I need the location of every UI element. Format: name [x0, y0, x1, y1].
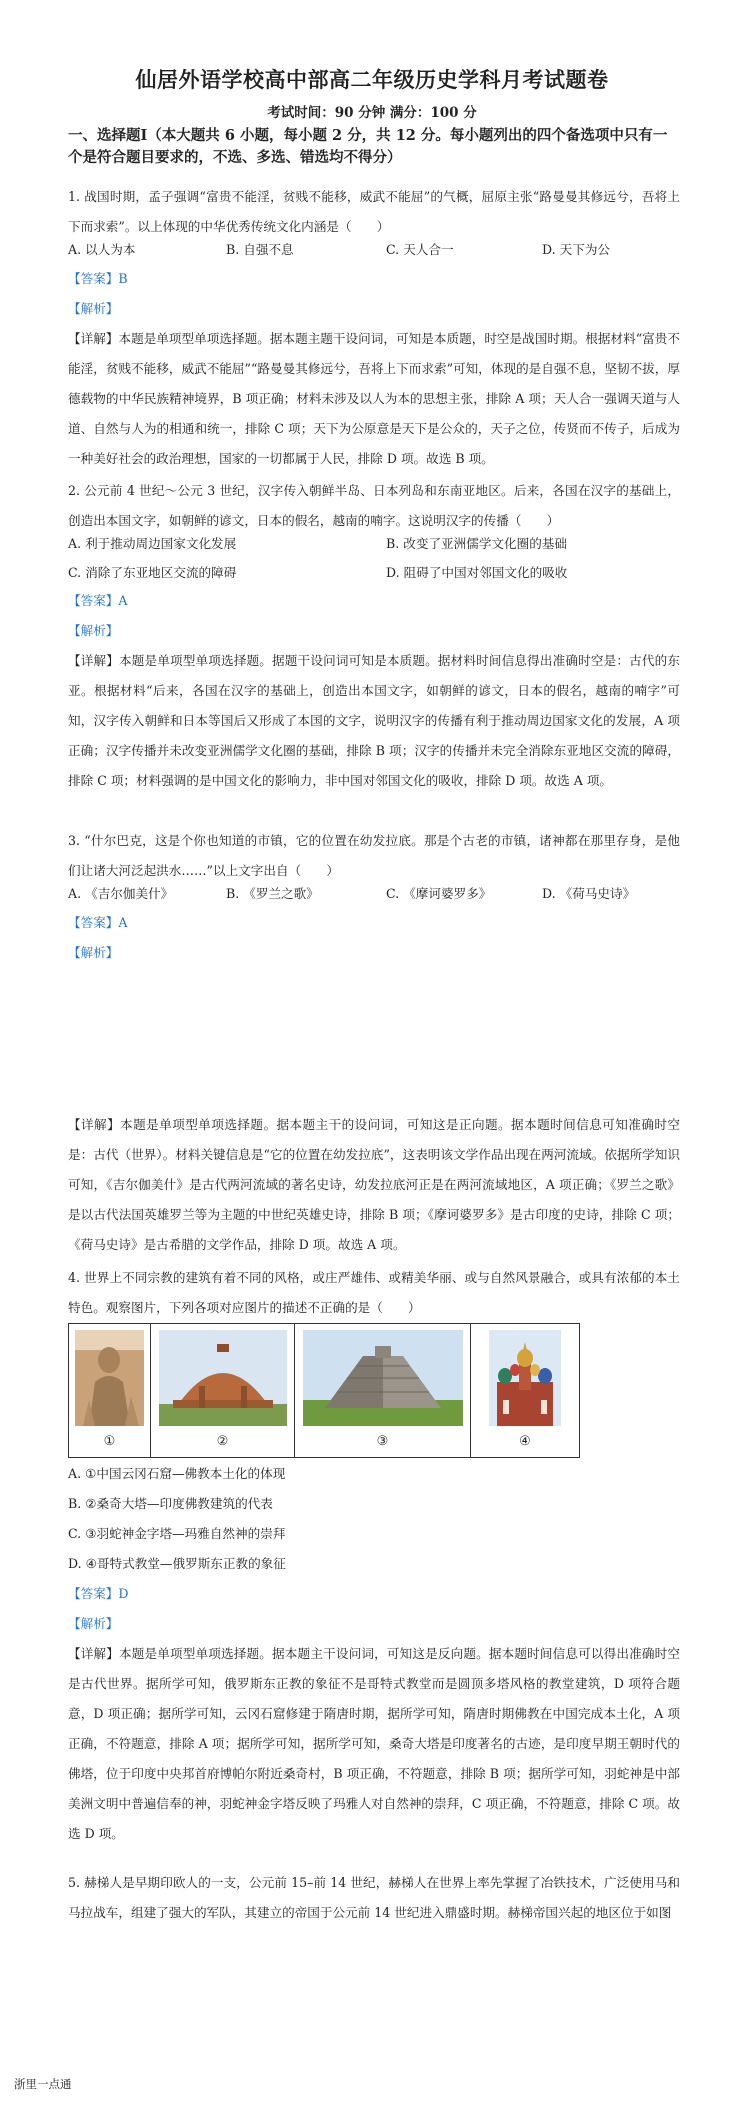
option-c: C. 消除了东亚地区交流的障碍	[68, 565, 237, 580]
question-2-options-row1	[68, 532, 680, 556]
option-d: D. ④哥特式教堂—俄罗斯东正教的象征	[68, 1556, 286, 1571]
option-d: D. 阻碍了中国对邻国文化的吸收	[386, 565, 568, 580]
option-d: D. 天下为公	[542, 242, 611, 257]
analysis-label: 【解析】	[68, 623, 119, 638]
image-label-2: ②	[216, 1434, 229, 1449]
option-d: D. 《荷马史诗》	[542, 886, 636, 901]
footer-watermark: 浙里一点通	[14, 2077, 72, 2091]
question-1-detail: 【详解】本题是单项型单项选择题。据本题主题干设问词，可知是本质题，时空是战国时期。根据材料“富贵不能淫，贫贱不能移，威武不能屈”“路曼曼其修远兮，吾将上下而求索”可知，体现的是自强不息，坚韧不拔，厚德载物的中华民族精神境界，B 项正确；材料未涉及以人为本的思想主张，排除 A 项；天人合一强调天道与人道、自然与人为的相通和统一，排除 C 项；天下为公原意是天下是公众的，天子之位，传贤而不传子，后成为一种美好社会的政治理想，国家的一切都属于人民，排除 D 项。故选 B 项。	[68, 331, 680, 466]
option-c: C. 《摩诃婆罗多》	[386, 886, 492, 901]
buddha-statue-image	[75, 1330, 144, 1426]
question-1-options	[68, 238, 680, 262]
option-b: B. 自强不息	[226, 242, 294, 257]
option-a: A. 利于推动周边国家文化发展	[68, 536, 237, 551]
analysis-label: 【解析】	[68, 945, 119, 960]
image-cell-4	[471, 1324, 579, 1457]
question-2-detail: 【详解】本题是单项型单项选择题。据题干设问词可知是本质题。据材料时间信息得出准确时空是：古代的东亚。根据材料“后来，各国在汉字的基础上，创造出本国文字，如朝鲜的谚文，日本的假名，越南的喃字”可知，汉字传入朝鲜和日本等国后又形成了本国的文字，说明汉字的传播有利于推动周边国家文化的发展，A 项正确；汉字传播并未改变亚洲儒学文化圈的基础，排除 B 项；汉字的传播并未完全消除东亚地区交流的障碍，排除 C 项；材料强调的是中国文化的影响力，非中国对邻国文化的吸收，排除 D 项。故选 A 项。	[68, 653, 680, 788]
pyramid-image	[303, 1330, 463, 1426]
image-label-1: ①	[103, 1434, 116, 1449]
image-label-4: ④	[519, 1434, 531, 1449]
question-4-detail: 【详解】本题是单项型单项选择题。据本题主干设问词，可知这是反向题。据本题时间信息可以得出准确时空是古代世界。据所学可知，俄罗斯东正教的象征不是哥特式教堂而是圆顶多塔风格的教堂建筑，D 项符合题意，D 项正确；据所学可知，云冈石窟修建于隋唐时期，据所学可知，隋唐时期佛教在中国完成本土化，A 项正确，不符题意，排除 A 项；据所学可知，据所学可知，桑奇大塔是印度著名的古迹，是印度早期王朝时代的佛塔，位于印度中央邦首府博帕尔附近桑奇村，B 项正确，不符题意，排除 B 项；据所学可知，羽蛇神是中部美洲文明中普遍信奉的神，羽蛇神金字塔反映了玛雅人对自然神的崇拜，C 项正确，不符题意，排除 C 项。故选 D 项。	[68, 1646, 680, 1841]
option-b: B. ②桑奇大塔—印度佛教建筑的代表	[68, 1496, 273, 1511]
answer-label: 【答案】A	[68, 915, 128, 930]
question-2-options-row2	[68, 561, 680, 585]
image-cell-2	[151, 1324, 295, 1457]
question-3-stem: 3. “什尔巴克，这是个你也知道的市镇，它的位置在幼发拉底。那是个古老的市镇，诸神都在那里存身，是他们让诸大河泛起洪水……”以上文字出自（ ）	[68, 833, 680, 878]
answer-label: 【答案】B	[68, 271, 128, 286]
option-c: C. ③羽蛇神金字塔—玛雅自然神的崇拜	[68, 1526, 286, 1541]
section-heading: 一、选择题Ⅰ（本大题共 6 小题，每小题 2 分，共 12 分。每小题列出的四个备选项中只有一个是符合题目要求的，不选、多选、错选均不得分）	[68, 127, 668, 166]
question-1-stem: 1. 战国时期，孟子强调“富贵不能淫，贫贱不能移，威武不能屈”的气概，屈原主张“路曼曼其修远兮，吾将上下而求索”。以上体现的中华优秀传统文化内涵是（ ）	[68, 189, 680, 234]
question-4-stem: 4. 世界上不同宗教的建筑有着不同的风格，或庄严雄伟、或精美华丽、或与自然风景融合，或具有浓郁的本土特色。观察图片，下列各项对应图片的描述不正确的是（ ）	[68, 1270, 680, 1315]
page-title: 仙居外语学校高中部高二年级历史学科月考试题卷	[135, 67, 609, 92]
answer-label: 【答案】A	[68, 593, 128, 608]
image-table	[68, 1323, 580, 1458]
question-2-stem: 2. 公元前 4 世纪～公元 3 世纪，汉字传入朝鲜半岛、日本列岛和东南亚地区。后来，各国在汉字的基础上，创造出本国文字，如朝鲜的谚文，日本的假名，越南的喃字。这说明汉字的传播（ ）	[68, 483, 680, 528]
option-a: A. 《吉尔伽美什》	[68, 886, 174, 901]
option-c: C. 天人合一	[386, 242, 454, 257]
cathedral-image	[489, 1330, 561, 1426]
option-b: B. 《罗兰之歌》	[226, 886, 319, 901]
question-3-detail: 【详解】本题是单项型单项选择题。据本题主干的设问词，可知这是正向题。据本题时间信息可知准确时空是：古代（世界）。材料关键信息是“它的位置在幼发拉底”，这表明该文学作品出现在两河流域。依据所学知识可知，《吉尔伽美什》是古代两河流域的著名史诗，幼发拉底河正是在两河流域地区，A 项正确；《罗兰之歌》是以古代法国英雄罗兰等为主题的中世纪英雄史诗，排除 B 项；《摩诃婆罗多》是古印度的史诗，排除 C 项；《荷马史诗》是古希腊的文学作品，排除 D 项。故选 A 项。	[68, 1117, 680, 1252]
sanchi-stupa-image	[159, 1330, 287, 1426]
exam-info: 考试时间：90 分钟 满分：100 分	[267, 105, 477, 121]
option-a: A. 以人为本	[68, 242, 136, 257]
image-cell-1	[69, 1324, 151, 1457]
option-a: A. ①中国云冈石窟—佛教本土化的体现	[68, 1466, 286, 1481]
answer-label: 【答案】D	[68, 1586, 129, 1601]
analysis-label: 【解析】	[68, 1616, 119, 1631]
question-3-options	[68, 882, 680, 906]
option-b: B. 改变了亚洲儒学文化圈的基础	[386, 536, 567, 551]
image-label-3: ③	[376, 1434, 389, 1449]
image-cell-3	[295, 1324, 471, 1457]
question-5-stem: 5. 赫梯人是早期印欧人的一支，公元前 15–前 14 世纪，赫梯人在世界上率先掌握了冶铁技术，广泛使用马和马拉战车，组建了强大的军队，其建立的帝国于公元前 14 世纪进入鼎盛时期。赫梯帝国兴起的地区位于如图	[68, 1875, 680, 1920]
analysis-label: 【解析】	[68, 301, 119, 316]
